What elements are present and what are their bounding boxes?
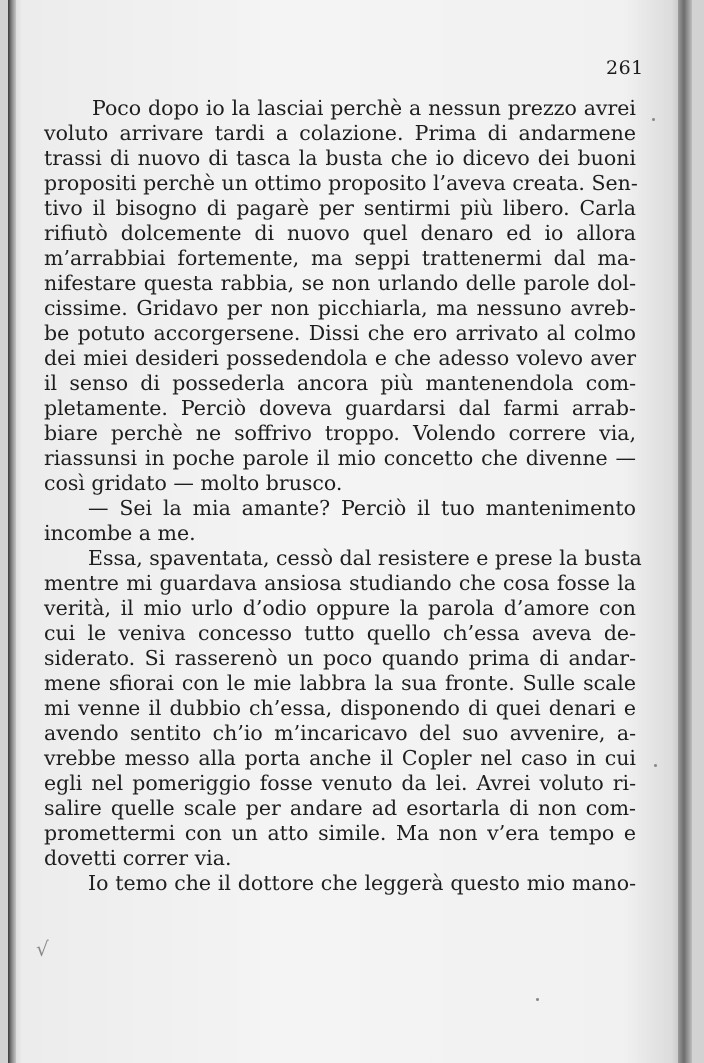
text-line: cui le veniva concesso tutto quello ch’essa aveva de- [44, 621, 636, 645]
text-line: mentre mi guardava ansiosa studiando che cosa fosse la [44, 571, 636, 595]
text-line: be potuto accorgersene. Dissi che ero arrivato al colmo [44, 321, 636, 345]
text-line: riassunsi in poche parole il mio concetto che divenne — [44, 446, 636, 470]
text-line: avendo sentito ch’io m’incaricavo del suo avvenire, a- [44, 721, 636, 745]
page-right-edge [678, 0, 692, 1063]
text-line: trassi di nuovo di tasca la busta che io dicevo dei buoni [44, 146, 636, 170]
text-line: Io temo che il dottore che leggerà questo mio mano- [88, 871, 636, 895]
text-line: mi venne il dubbio ch’essa, disponendo di quei denari e [44, 696, 636, 720]
text-line: — Sei la mia amante? Perciò il tuo mantenimento [88, 496, 636, 520]
page-left-edge [8, 0, 16, 1063]
text-line: egli nel pomeriggio fosse venuto da lei. Avrei voluto ri- [44, 771, 636, 795]
text-line: rifiutò dolcemente di nuovo quel denaro ed io allora [44, 221, 636, 245]
text-line: biare perchè ne soffrivo troppo. Volendo correre via, [44, 421, 636, 445]
page-number: 261 [606, 57, 644, 79]
text-line: Essa, spaventata, cessò dal resistere e prese la busta [88, 546, 642, 570]
text-line: salire quelle scale per andare ad esortarla di non com- [44, 796, 636, 820]
text-line: dei miei desideri possedendola e che adesso volevo aver [44, 346, 636, 370]
text-line: dovetti correr via. [44, 846, 232, 870]
text-line: voluto arrivare tardi a colazione. Prima di andarmene [44, 121, 636, 145]
text-line: il senso di possederla ancora più mantenendola com- [44, 371, 636, 395]
text-line: m’arrabbiai fortemente, ma seppi trattenermi dal ma- [44, 246, 636, 270]
text-line: tivo il bisogno di pagarè per sentirmi più libero. Carla [44, 196, 636, 220]
text-line: nifestare questa rabbia, se non urlando delle parole dol- [44, 271, 636, 295]
text-line: Poco dopo io la lasciai perchè a nessun prezzo avrei [92, 96, 636, 120]
body-text [44, 96, 642, 896]
text-line: siderato. Si rasserenò un poco quando prima di andar- [44, 646, 636, 670]
paper-speck [536, 998, 539, 1001]
text-line: propositi perchè un ottimo proposito l’aveva creata. Sen- [44, 171, 638, 195]
text-line: vrebbe messo alla porta anche il Copler nel caso in cui [44, 746, 636, 770]
book-page [8, 0, 692, 1063]
text-line: incombe a me. [44, 521, 196, 545]
text-line: verità, il mio urlo d’odio oppure la parola d’amore con [44, 596, 636, 620]
text-line: cissime. Gridavo per non picchiarla, ma nessuno avreb- [44, 296, 636, 320]
margin-pencil-mark: √ [36, 937, 49, 961]
paper-speck [652, 118, 655, 121]
text-line: pletamente. Perciò doveva guardarsi dal farmi arrab- [44, 396, 636, 420]
text-line: promettermi con un atto simile. Ma non v’era tempo e [44, 821, 636, 845]
text-line: mene sfiorai con le mie labbra la sua fronte. Sulle scale [44, 671, 636, 695]
text-line: così gridato — molto brusco. [44, 471, 343, 495]
paper-speck [654, 764, 657, 767]
